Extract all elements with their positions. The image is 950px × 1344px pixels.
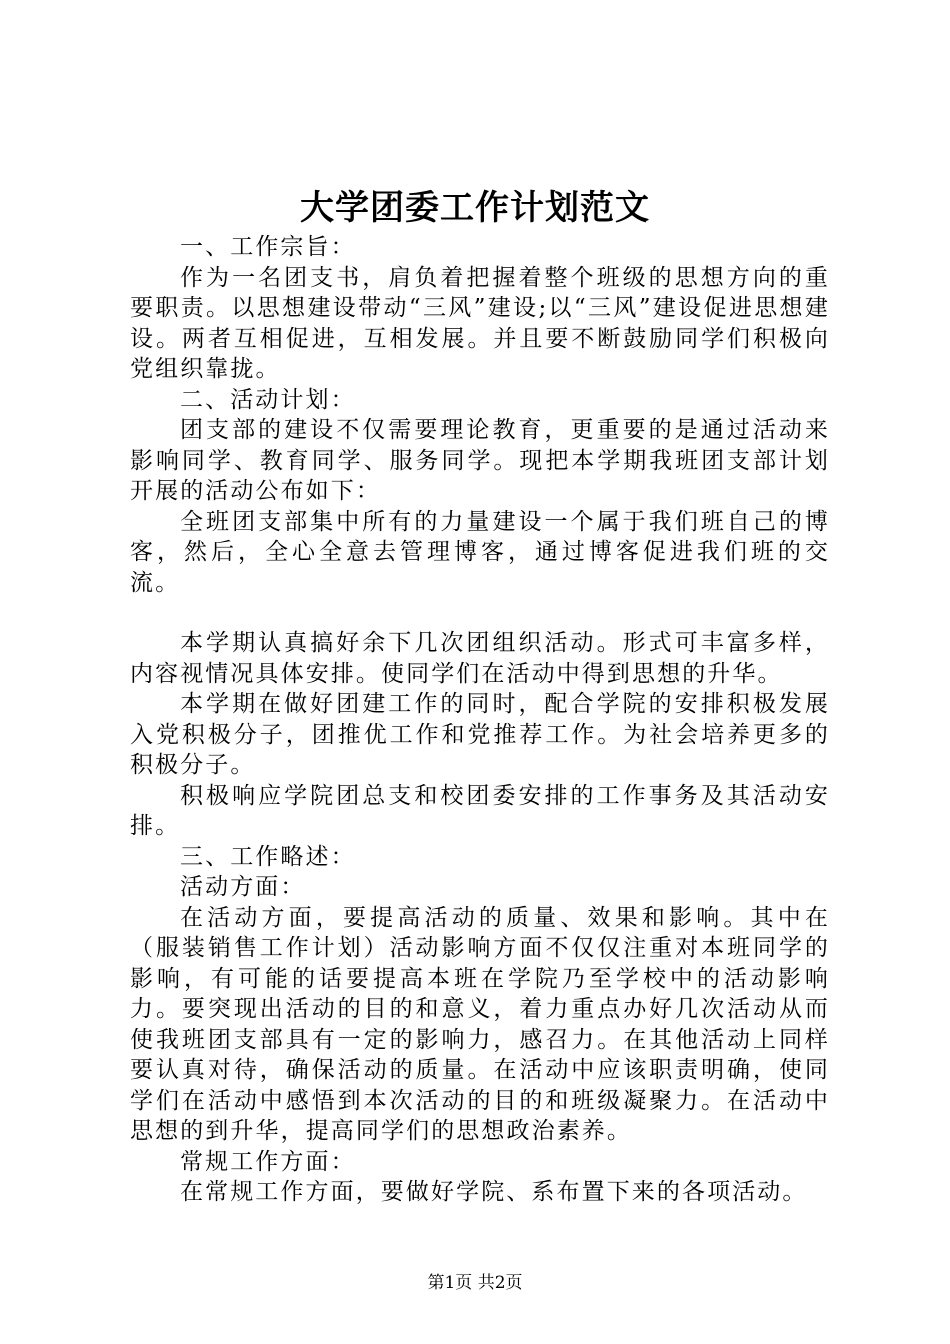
paragraph: 本学期认真搞好余下几次团组织活动。形式可丰富多样，内容视情况具体安排。使同学们在活动中得到思想的升华。 [130,630,830,687]
paragraph: 作为一名团支书，肩负着把握着整个班级的思想方向的重要职责。以思想建设带动“三风”建设;以“三风”建设促进思想建设。两者互相促进，互相发展。并且要不断鼓励同学们积极向党组织靠拢。 [130,264,830,382]
paragraph: 积极响应学院团总支和校团委安排的工作事务及其活动安排。 [130,782,830,839]
paragraph: 本学期在做好团建工作的同时，配合学院的安排积极发展入党积极分子，团推优工作和党推荐工作。为社会培养更多的积极分子。 [130,691,830,778]
paragraph: 全班团支部集中所有的力量建设一个属于我们班自己的博客，然后，全心全意去管理博客，通过博客促进我们班的交流。 [130,508,830,596]
document-body [130,232,830,1208]
section-heading: 二、活动计划： [180,386,356,413]
paragraph: 在常规工作方面，要做好学院、系布置下来的各项活动。 [180,1179,808,1205]
document-title: 大学团委工作计划范文 [300,188,650,228]
paragraph: 在活动方面，要提高活动的质量、效果和影响。其中在（服装销售工作计划）活动影响方面不仅仅注重对本班同学的影响，有可能的话要提高本班在学院乃至学校中的活动影响力。要突现出活动的目的和意义，着力重点办好几次活动从而使我班团支部具有一定的影响力，感召力。在其他活动上同样要认真对待，确保活动的质量。在活动中应该职责明确，使同学们在活动中感悟到本次活动的目的和班级凝聚力。在活动中思想的到升华，提高同学们的思想政治素养。 [130,904,830,1144]
paragraph: 团支部的建设不仅需要理论教育，更重要的是通过活动来影响同学、教育同学、服务同学。现把本学期我班团支部计划开展的活动公布如下： [130,417,830,504]
page-footer: 第1页 共2页 [427,1273,523,1293]
subsection-heading: 活动方面： [180,874,306,900]
section-heading: 一、工作宗旨： [180,234,356,260]
subsection-heading: 常规工作方面： [180,1148,356,1175]
section-heading: 三、工作略述： [180,843,356,870]
